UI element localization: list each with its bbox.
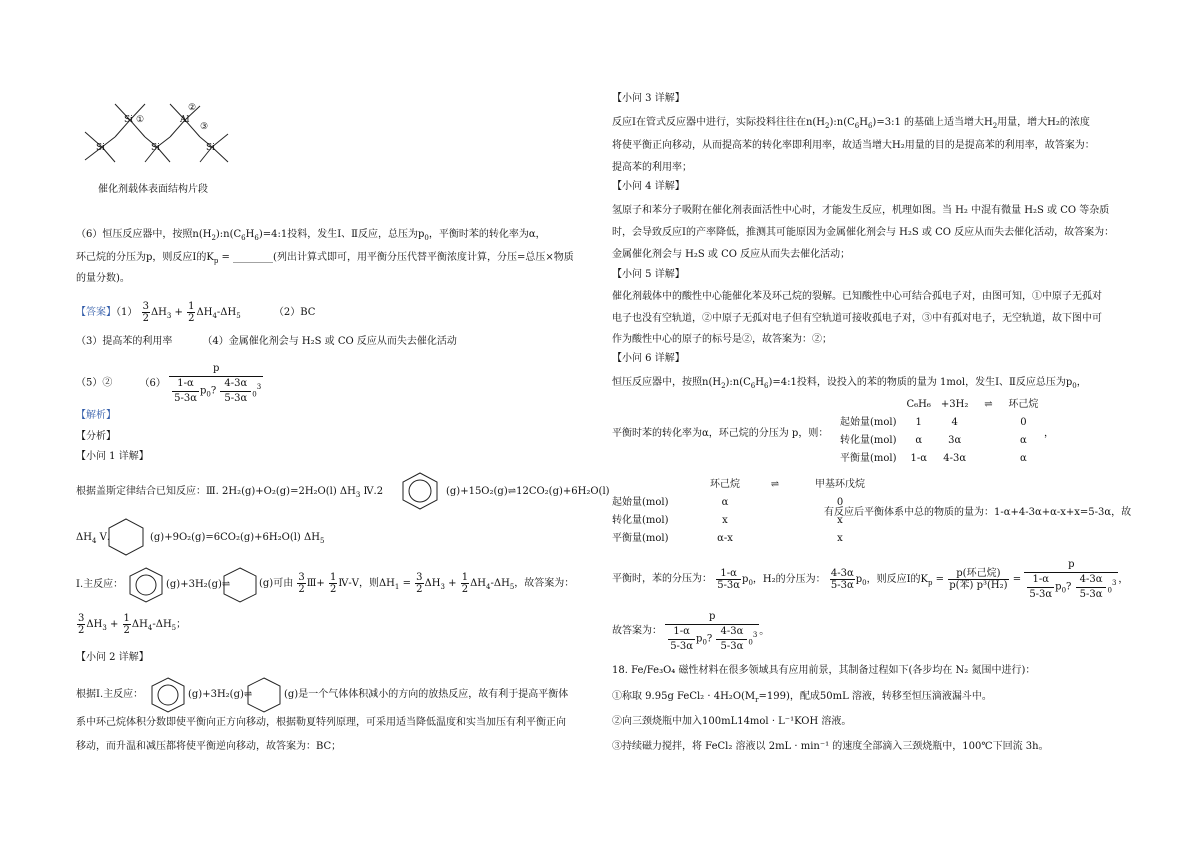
q5-line-1: 催化剂载体中的酸性中心能催化苯及环己烷的裂解。已知酸性中心可结合孤电子对，由图可知，①中原子无孤对 [612, 291, 1102, 302]
q3-line-1: 反应Ⅰ在管式反应器中进行，实际投料往往在$n(H_2):n(C_6H_6)=3:1$ 的基础上适当增大$H_2$用量，增大H₂的浓度 [612, 117, 1090, 130]
answer-kp-expression: p $\frac{1-\alpha}{5-3\alpha}$ $p_0$? $\frac{4-3\alpha}{5-3\alpha}$ $_0^3$ [169, 362, 263, 405]
q6-line-3: 的量分数)。 [76, 273, 130, 284]
sub6-heading: 【小问 6 详解】 [612, 353, 685, 364]
kp-expression: p $\frac{1-\alpha}{5-3\alpha}$ $p_0$? $\frac{4-3\alpha}{5-3\alpha}$ $_0^3$ [1024, 558, 1118, 601]
final-kp-expression: p $\frac{1-\alpha}{5-3\alpha}$ $p_0$? $\frac{4-3\alpha}{5-3\alpha}$ $_0^3$ [665, 610, 759, 653]
benzene-icon [150, 676, 186, 714]
benzene-icon [400, 471, 440, 511]
main-reaction-mid: (g)+3H₂(g)⇌ [166, 579, 231, 590]
q5-line-2: 电子也没有空轨道，②中原子无孤对电子但有空轨道可接收孤电子对，③中有孤对电子，无空轨道，故下图中可 [612, 313, 1102, 324]
cyclohexane-icon [106, 517, 146, 557]
figure-mark-1: ① [136, 115, 145, 125]
answer-line-3: （3）提高苯的利用率 （4）金属催化剂会与 H₂S 或 CO 反应从而失去催化活动 [76, 336, 457, 347]
figure-si-3: Si [151, 143, 161, 153]
main-reaction-label: Ⅰ.主反应： [76, 579, 124, 590]
t2-h1: ⇌ [770, 479, 780, 490]
q2-line-2: 系中环己烷体积分数即使平衡向正方向移动，根据勒夏特列原理，可采用适当降低温度和实当加压有利平衡正向 [76, 717, 566, 728]
t1-h0: C₆H₆ [906, 399, 931, 410]
main-reaction-derive: (g)可由 $\frac{3}{2}$ Ⅲ+ $\frac{1}{2}$ Ⅳ-Ⅴ，则$\Delta H_1$ = $\frac{3}{2}$ $\Delta H_3$ + $\frac{1}{2}$ $\Delta H_4-\Delta H_5$，故答案为： [259, 572, 575, 595]
sub2-heading: 【小问 2 详解】 [76, 652, 149, 663]
cyclohexane-icon [222, 566, 258, 604]
q2-line-1c: (g)是一个气体体积减小的方向的放热反应，故有利于提高平衡体 [284, 689, 569, 700]
figure-si-4: Si [206, 143, 216, 153]
table-row: 起始量(mol) 1 4 0 [840, 417, 1027, 428]
q6-line-1: （6）恒压反应器中，按照$n(H_2):n(C_6H_6)=4:1$投料，发生Ⅰ、Ⅱ反应，总压为$p_0$，平衡时苯的转化率为α， [76, 229, 546, 242]
q6-detail-line: 恒压反应器中，按照$n(H_2):n(C_6H_6)=4:1$投料，设投入的苯的物质的量为 1mol，发生Ⅰ、Ⅱ反应总压为$p_0$， [612, 377, 1087, 390]
sub5-heading: 【小问 5 详解】 [612, 269, 685, 280]
figure-si-1: Si [124, 115, 134, 125]
table1-comma: ， [1044, 428, 1054, 439]
q3-line-3: 提高苯的利用率； [612, 162, 692, 173]
q4-line-2: 时，会导致反应Ⅰ的产率降低，推测其可能原因为金属催化剂会与 H₂S 或 CO 反应从而失去催化活动，故答案为： [612, 227, 1115, 238]
table-row: 起始量(mol) α 0 [612, 497, 844, 508]
q4-line-1: 氢原子和苯分子吸附在催化剂表面活性中心时，才能发生反应，机理如图。当 H₂ 中混有微量 H₂S 或 CO 等杂质 [612, 205, 1110, 216]
table-row: 平衡量(mol) α-x x [612, 533, 843, 544]
t2-h0: 环己烷 [710, 479, 740, 490]
answer-line-5: （5）② （6） p $\frac{1-\alpha}{5-3\alpha}$ $p_0$? $\frac{4-3\alpha}{5-3\alpha}$ $_0^3$ [76, 363, 262, 404]
figure-si-2: Si [96, 143, 106, 153]
t1-h3: 环己烷 [1008, 399, 1039, 410]
hess-line-2-tail: (g)+9O₂(g)=6CO₂(g)+6H₂O(l) $\Delta H_5$ [150, 532, 325, 545]
cyclohexane-icon [246, 676, 282, 714]
q2-line-3: 移动，而升温和减压都将使平衡逆向移动，故答案为：BC； [76, 741, 342, 752]
table1-lead: 平衡时苯的转化率为α，环己烷的分压为 p，则： [612, 428, 829, 439]
q5-line-3: 作为酸性中心的原子的标号是②，故答案为：②； [612, 334, 832, 345]
q2-line-1b: (g)+3H₂(g)⇌ [188, 689, 253, 700]
q2-line-1a: 根据Ⅰ.主反应： [76, 689, 144, 700]
t1-h2: ⇌ [984, 399, 993, 410]
final-answer-line: 故答案为： p $\frac{1-\alpha}{5-3\alpha}$ $p_0$? $\frac{4-3\alpha}{5-3\alpha}$ $_0^3$ 。 [612, 611, 770, 652]
sub3-heading: 【小问 3 详解】 [612, 93, 685, 104]
t2-h2: 甲基环戊烷 [815, 479, 865, 490]
answer-1-repeat: $\frac{3}{2}$ $\Delta H_3$ + $\frac{1}{2}$ $\Delta H_4-\Delta H_5$； [78, 613, 187, 636]
figure-caption: 催化剂载体表面结构片段 [98, 184, 208, 195]
q18-step-1: ①称取 9.95g FeCl₂ · $4H_2O(M_r=199)$，配成50mL 溶液，转移至恒压滴液漏斗中。 [612, 691, 992, 704]
table-row: 转化量(mol) α 3α α [840, 435, 1027, 446]
table2-note: 有反应后平衡体系中总的物质的量为：1-α+4-3α+α-x+x=5-3α，故 [824, 507, 1132, 518]
answer-line-1: 【答案】（1） $\frac{3}{2}$ $\Delta H_3$ + $\frac{1}{2}$ $\Delta H_4-\Delta H_5$ （2）BC [76, 301, 316, 324]
benzene-icon [128, 566, 164, 604]
q18-intro: 18. Fe/Fe₃O₄ 磁性材料在很多领域具有应用前景，其制备过程如下(各步均在 N₂ 氮围中进行)： [612, 665, 1036, 676]
sub4-heading: 【小问 4 详解】 [612, 181, 685, 192]
equilibrium-table-1 [840, 396, 1048, 468]
hess-line-2: $\Delta H_4$ Ⅴ. [76, 532, 111, 545]
q6-line-2: 环己烷的分压为p，则反应Ⅰ的$K_p$ = ________(列出计算式即可，用平衡分压代替平衡浓度计算，分压=总压×物质 [76, 252, 574, 265]
fenxi-tag: 【分析】 [76, 431, 116, 442]
hess-line-tail: (g)+15O₂(g)⇌12CO₂(g)+6H₂O(l) [446, 486, 610, 497]
table-row: 平衡量(mol) 1-α 4-3α α [840, 453, 1027, 464]
t1-h1: +3H₂ [940, 399, 969, 410]
q3-line-2: 将使平衡正向移动，从而提高苯的转化率即利用率，故适当增大H₂用量的目的是提高苯的利用率，故答案为： [612, 140, 1095, 151]
q4-line-3: 金属催化剂会与 H₂S 或 CO 反应从而失去催化活动； [612, 249, 851, 260]
answer-tag: 【答案】 [76, 307, 116, 318]
hess-line: 根据盖斯定律结合已知反应：Ⅲ. 2H₂(g)+O₂(g)=2H₂O(l) $\Delta H_3$ Ⅳ.2 [76, 486, 384, 499]
figure-mark-2: ② [188, 103, 197, 113]
sub1-heading: 【小问 1 详解】 [76, 451, 149, 462]
figure-mark-3: ③ [200, 122, 209, 132]
analysis-tag: 【解析】 [76, 410, 116, 421]
q18-step-3: ③持续磁力搅拌，将 FeCl₂ 溶液以 2mL · min⁻¹ 的速度全部滴入三颈烧瓶中，100℃下回流 3h。 [612, 741, 1049, 752]
q18-step-2: ②向三颈烧瓶中加入100mL14mol · L⁻¹KOH 溶液。 [612, 716, 852, 727]
figure-al: Al [180, 115, 190, 125]
table-row: 转化量(mol) x x [612, 515, 843, 526]
catalyst-structure-figure [70, 92, 250, 187]
partial-pressure-line: 平衡时，苯的分压为： $\frac{1-\alpha}{5-3\alpha}$ $p_0$，H₂的分压为： $\frac{4-3\alpha}{5-3\alpha}$ $p_0$，则反应Ⅰ的$K_p$ = $\frac{\text{p(环己烷)}}{\text{p(苯) p³(H₂)}}$ = p $\frac{1-\alpha}{5-3\alpha}$ $p_0$? $\frac{4-3\alpha}{5-3\alpha}$ $_0^3$ ， [612, 559, 1129, 600]
